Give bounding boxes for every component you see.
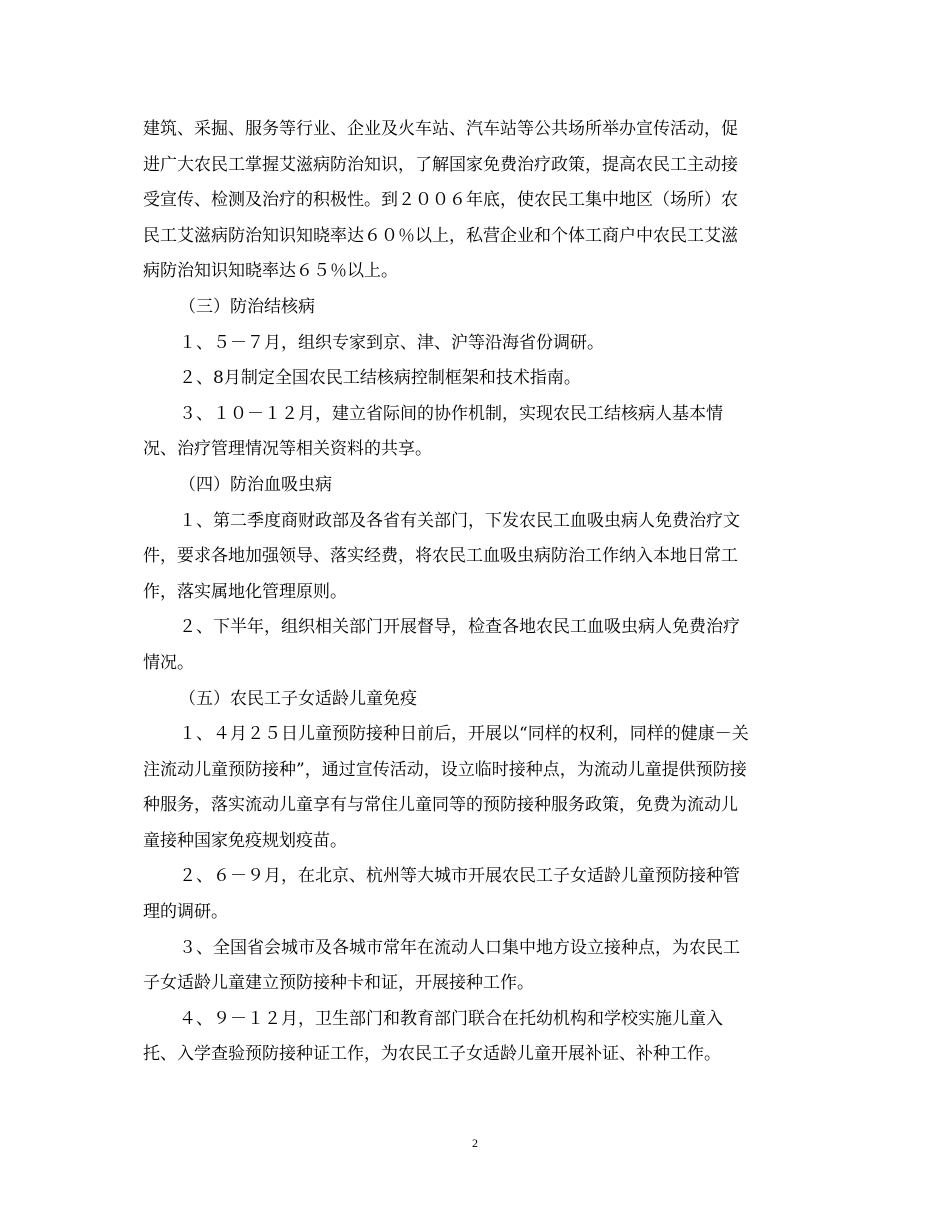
paragraph-line: 受宣传、检测及治疗的积极性。到２００６年底，使农民工集中地区（场所）农 [143, 190, 738, 211]
paragraph-line: 童接种国家免疫规划疫苗。 [143, 830, 347, 851]
paragraph-line: 托、入学查验预防接种证工作，为农民工子女适龄儿童开展补证、补种工作。 [143, 1044, 721, 1065]
paragraph-line: 病防治知识知晓率达６５％以上。 [143, 261, 398, 282]
paragraph-line: １、５－７月，组织专家到京、津、沪等沿海省份调研。 [179, 332, 604, 353]
paragraph-line: 子女适龄儿童建立预防接种卡和证，开展接种工作。 [143, 973, 534, 994]
paragraph-line: ３、１０－１２月，建立省际间的协作机制，实现农民工结核病人基本情 [179, 403, 723, 424]
paragraph-line: 进广大农民工掌握艾滋病防治知识，了解国家免费治疗政策，提高农民工主动接 [143, 154, 738, 175]
paragraph-line: 理的调研。 [143, 902, 228, 923]
paragraph-line: 建筑、采掘、服务等行业、企业及火车站、汽车站等公共场所举办宣传活动，促 [143, 119, 738, 139]
paragraph-line: 况、治疗管理情况等相关资料的共享。 [143, 439, 432, 460]
paragraph-line: 种服务，落实流动儿童享有与常住儿童同等的预防接种服务政策，免费为流动儿 [143, 795, 738, 816]
paragraph-line: ３、全国省会城市及各城市常年在流动人口集中地方设立接种点，为农民工 [179, 937, 740, 958]
section-heading: （四）防治血吸虫病 [179, 474, 332, 495]
document-body [143, 112, 810, 1073]
paragraph-line: １、４月２５日儿童预防接种日前后，开展以“同样的权利，同样的健康－关 [179, 724, 749, 745]
paragraph-line: 件，要求各地加强领导、落实经费，将农民工血吸虫病防治工作纳入本地日常工 [143, 546, 738, 567]
section-heading: （五）农民工子女适龄儿童免疫 [179, 688, 417, 709]
paragraph-line: ４、９－１２月，卫生部门和教育部门联合在托幼机构和学校实施儿童入 [179, 1008, 723, 1029]
paragraph-line: 民工艾滋病防治知识知晓率达６０％以上，私营企业和个体工商户中农民工艾滋 [143, 225, 738, 246]
paragraph-line: 作，落实属地化管理原则。 [143, 581, 347, 602]
paragraph-line: 注流动儿童预防接种”，通过宣传活动，设立临时接种点，为流动儿童提供预防接 [143, 759, 747, 780]
paragraph-line: ２、下半年，组织相关部门开展督导，检查各地农民工血吸虫病人免费治疗 [179, 617, 740, 638]
paragraph-line: ２、６－９月，在北京、杭州等大城市开展农民工子女适龄儿童预防接种管 [179, 866, 740, 887]
paragraph-line: 情况。 [143, 652, 194, 673]
page-number: 2 [472, 1136, 478, 1150]
paragraph-line: ２、8月制定全国农民工结核病控制框架和技术指南。 [179, 368, 581, 389]
paragraph-line: １、第二季度商财政部及各省有关部门，下发农民工血吸虫病人免费治疗文 [179, 510, 740, 531]
section-heading: （三）防治结核病 [179, 296, 315, 317]
